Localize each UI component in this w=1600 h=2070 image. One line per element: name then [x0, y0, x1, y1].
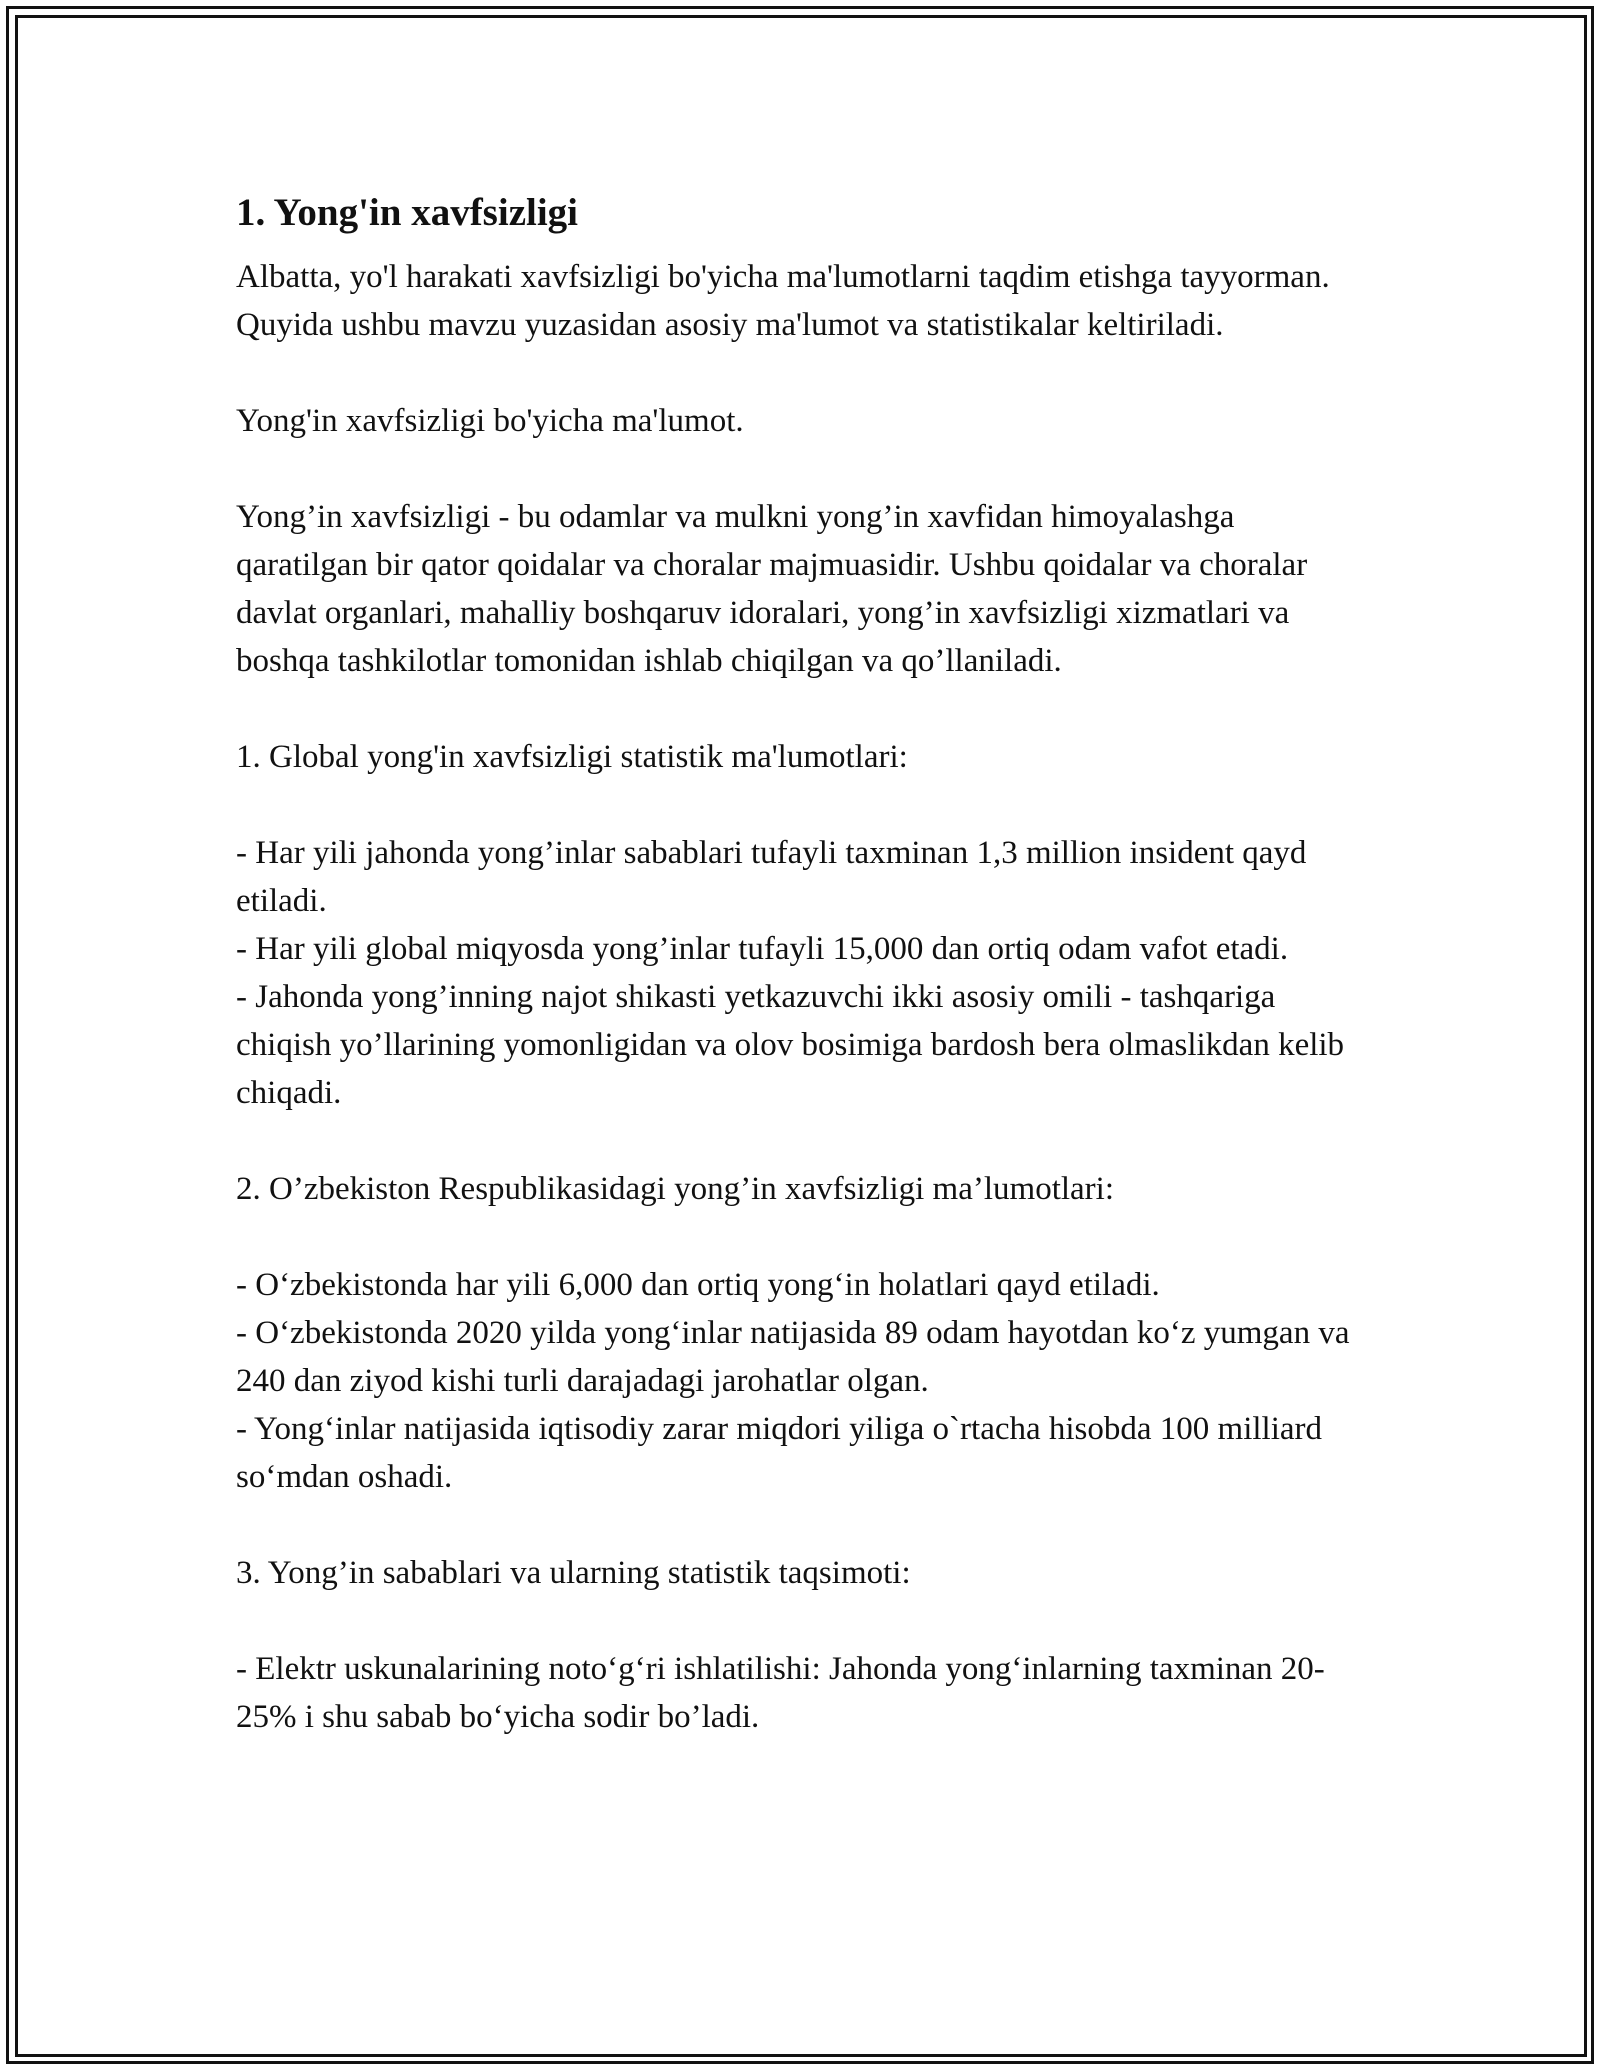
paragraph-gap [236, 781, 1366, 829]
paragraph-gap [236, 1597, 1366, 1645]
intro-paragraph: Albatta, yo'l harakati xavfsizligi bo'yicha ma'lumotlarni taqdim etishga tayyorman. Quyida ushbu mavzu yuzasidan asosiy ma'lumot va statistikalar keltiriladi. [236, 259, 1330, 343]
topic-line: Yong'in xavfsizligi bo'yicha ma'lumot. [236, 403, 744, 439]
list-item: - O‘zbekistonda 2020 yilda yong‘inlar natijasida 89 odam hayotdan ko‘z yumgan va 240 dan ziyod kishi turli darajadagi jarohatlar olgan. [236, 1315, 1350, 1399]
list-item: - Har yili global miqyosda yong’inlar tufayli 15,000 dan ortiq odam vafot etadi. [236, 931, 1289, 967]
section-heading-global: 1. Global yong'in xavfsizligi statistik ma'lumotlari: [236, 739, 908, 775]
paragraph-gap [236, 1501, 1366, 1549]
list-item: - Jahonda yong’inning najot shikasti yetkazuvchi ikki asosiy omili - tashqariga chiqish yo’llarining yomonligidan va olov bosimiga bardosh bera olmaslikdan kelib chiqadi. [236, 979, 1345, 1111]
list-item: - Elektr uskunalarining noto‘g‘ri ishlatilishi: Jahonda yong‘inlarning taxminan 20-25% i shu sabab bo‘yicha sodir bo’ladi. [236, 1651, 1325, 1735]
document-body [236, 185, 1366, 1741]
definition-paragraph: Yong’in xavfsizligi - bu odamlar va mulkni yong’in xavfidan himoyalashga qaratilgan bir qator qoidalar va choralar majmuasidir. Ushbu qoidalar va choralar davlat organlari, mahalliy boshqaruv idoralari, yong’in xavfsizligi xizmatlari va boshqa tashkilotlar tomonidan ishlab chiqilgan va qo’llaniladi. [236, 499, 1308, 679]
list-item: - Har yili jahonda yong’inlar sabablari tufayli taxminan 1,3 million insident qayd etiladi. [236, 835, 1307, 919]
paragraph-gap [236, 349, 1366, 397]
list-item: - O‘zbekistonda har yili 6,000 dan ortiq yong‘in holatlari qayd etiladi. [236, 1267, 1160, 1303]
paragraph-gap [236, 1117, 1366, 1165]
section-heading-uzbekistan: 2. O’zbekiston Respublikasidagi yong’in xavfsizligi ma’lumotlari: [236, 1171, 1115, 1207]
paragraph-gap [236, 1213, 1366, 1261]
paragraph-gap [236, 445, 1366, 493]
page-title: 1. Yong'in xavfsizligi [236, 191, 579, 234]
list-item: - Yong‘inlar natijasida iqtisodiy zarar miqdori yiliga o`rtacha hisobda 100 milliard so‘mdan oshadi. [236, 1411, 1323, 1495]
section-heading-causes: 3. Yong’in sabablari va ularning statistik taqsimoti: [236, 1555, 911, 1591]
paragraph-gap [236, 685, 1366, 733]
